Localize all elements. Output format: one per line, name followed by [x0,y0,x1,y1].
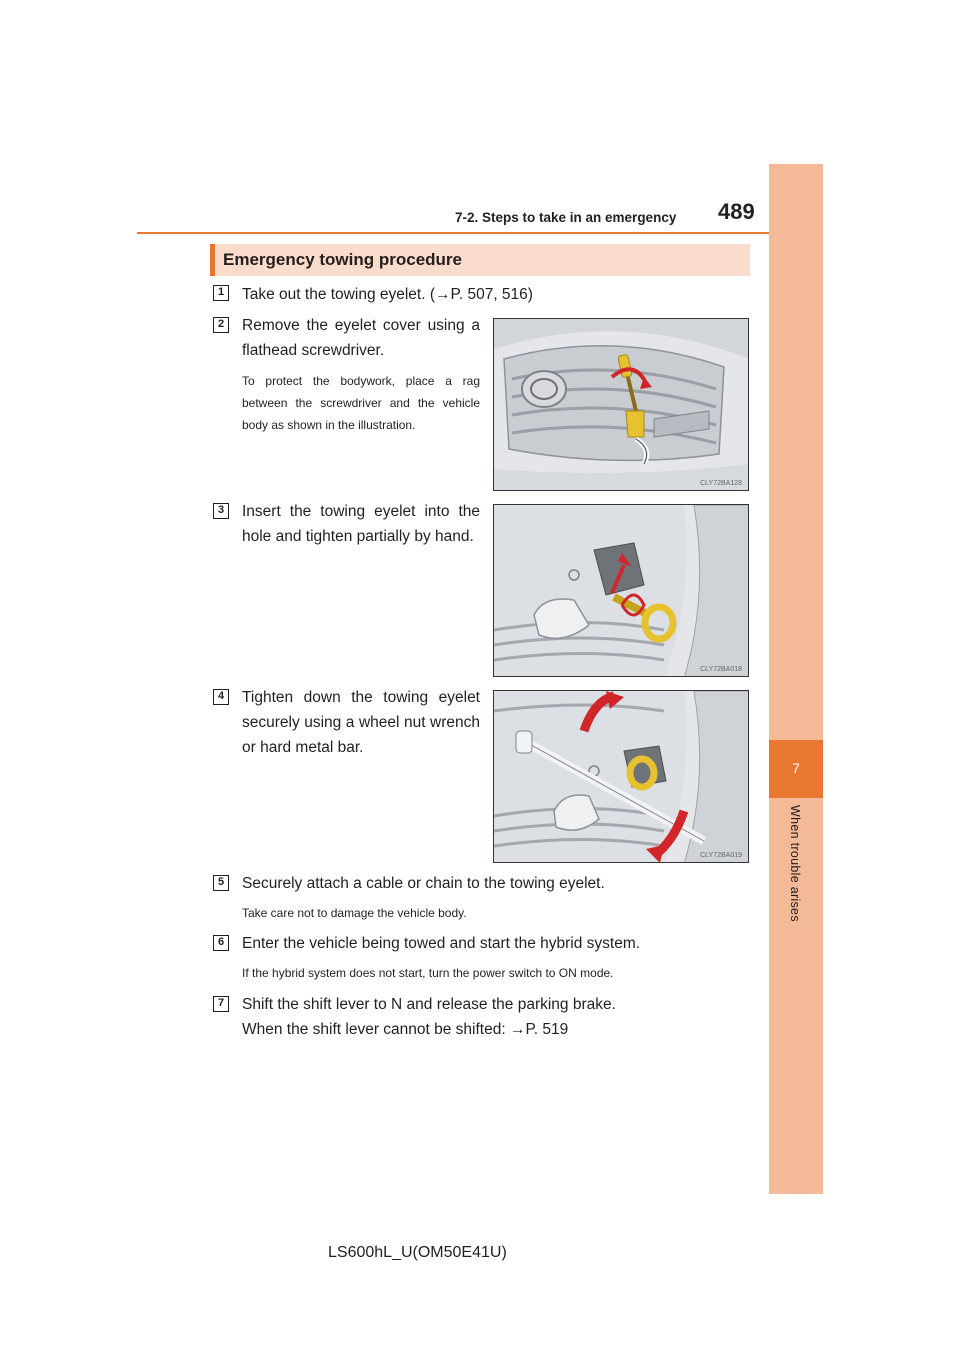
step-5-note: Take care not to damage the vehicle body. [242,906,467,920]
step-number-badge: 3 [213,503,229,519]
figure-remove-cover [493,318,749,491]
section-title: Emergency towing procedure [223,250,462,269]
illustration-insert-eyelet [494,505,749,677]
page-number: 489 [718,199,755,224]
header-rule [137,232,823,234]
chapter-number: 7 [792,760,800,776]
illustration-grille-screwdriver [494,319,749,491]
step-3-text: Insert the towing eyelet into the hole and tighten partially by hand. [242,503,480,545]
step-7-text: Shift the shift lever to N and release the parking brake. [242,996,616,1013]
step-6-text: Enter the vehicle being towed and start the hybrid system. [242,935,641,952]
model-code: LS600hL_U(OM50E41U) [328,1244,507,1261]
step-number-badge: 1 [213,285,229,301]
step-number-badge: 4 [213,689,229,705]
step-1-text: Take out the towing eyelet. (→P. 507, 516) [242,286,533,303]
chapter-side-tab [769,164,823,1194]
step-2-text: Remove the eyelet cover using a flathead screwdriver. [242,317,480,359]
step-7-crossref[interactable]: When the shift lever cannot be shifted: →P. 519 [242,1021,569,1038]
figure-code: CLY72BA018 [700,666,742,673]
step-number-badge: 5 [213,875,229,891]
section-heading [210,244,750,276]
running-header: 7-2. Steps to take in an emergency [455,210,677,225]
step-number-badge: 2 [213,317,229,333]
step-2-note: To protect the bodywork, place a rag between the screwdriver and the vehicle body as shown in the illustration. [242,374,480,432]
step-6-note: If the hybrid system does not start, turn the power switch to ON mode. [242,966,614,980]
figure-code: CLY72BA019 [700,852,742,859]
figure-code: CLY72BA128 [700,480,742,487]
step-number-badge: 7 [213,996,229,1012]
chapter-title: When trouble arises [788,805,802,922]
illustration-tighten-eyelet [494,691,749,863]
step-number-badge: 6 [213,935,229,951]
step-4-text: Tighten down the towing eyelet securely using a wheel nut wrench or hard metal bar. [242,689,480,756]
figure-tighten-eyelet [493,690,749,863]
figure-insert-eyelet [493,504,749,677]
step-5-text: Securely attach a cable or chain to the towing eyelet. [242,875,605,892]
